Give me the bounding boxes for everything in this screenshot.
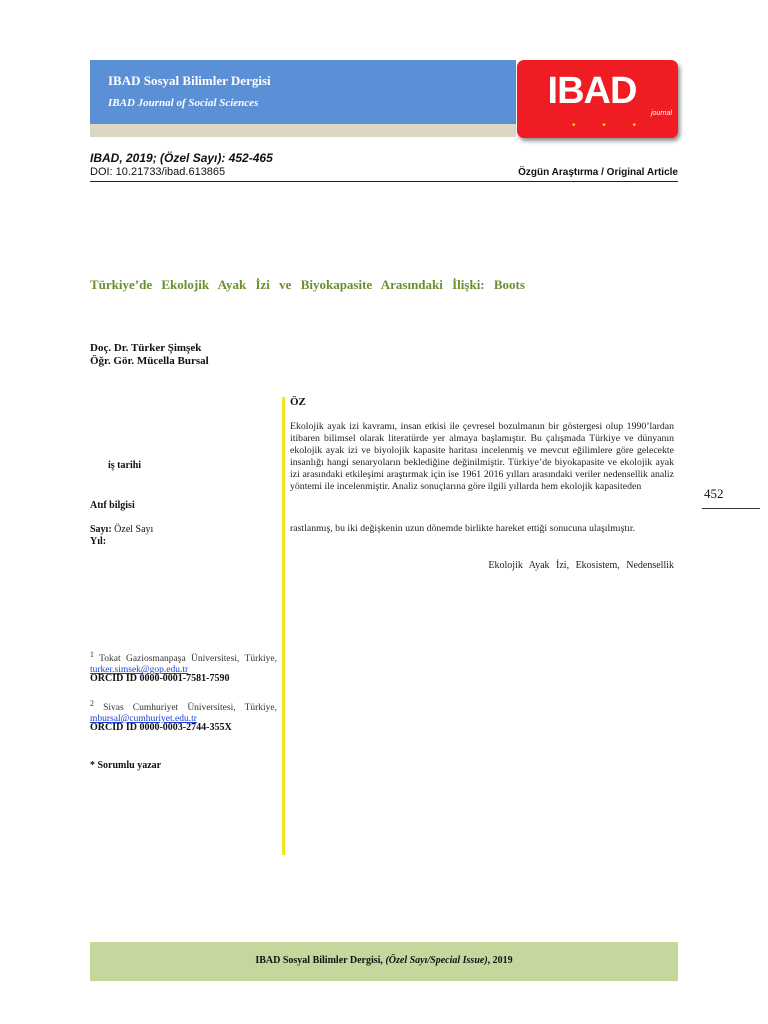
logo-text: IBAD — [547, 70, 637, 112]
header-band — [90, 60, 516, 124]
citation-info-label: Atıf bilgisi — [90, 500, 135, 511]
issue-line — [90, 524, 153, 535]
affiliation-2-number: 2 — [90, 699, 94, 708]
abstract-tail: rastlanmış, bu iki değişkenin uzun dönemde birlikte hareket ettiği sonucuna ulaşılmıştır. — [290, 523, 636, 534]
article-type: Özgün Araştırma / Original Article — [518, 167, 678, 178]
footer-issue: (Özel Sayı/Special Issue) — [385, 955, 488, 966]
author-2: Öğr. Gör. Mücella Bursal — [90, 355, 209, 367]
page-number: 452 — [704, 486, 724, 501]
journal-subtitle: IBAD Journal of Social Sciences — [108, 97, 259, 109]
citation-divider — [90, 181, 678, 182]
citation-reference: IBAD, 2019; (Özel Sayı): 452-465 — [90, 151, 273, 165]
orcid-2: ORCID ID 0000-0003-2744-355X — [90, 722, 232, 733]
issue-label: Sayı: — [90, 524, 112, 535]
affiliation-1-email-link[interactable]: turker.simsek@gop.edu.tr — [90, 665, 189, 676]
article-history-label: iş tarihi — [108, 460, 142, 471]
page-number-rule — [702, 508, 760, 509]
affiliation-1-number: 1 — [90, 650, 94, 659]
footer-year: , 2019 — [487, 955, 513, 966]
logo-dots: • • • — [572, 120, 649, 131]
year-label: Yıl: — [90, 536, 107, 547]
logo-sub: journal — [650, 110, 672, 117]
column-divider — [282, 397, 285, 855]
doi: DOI: 10.21733/ibad.613865 — [90, 166, 226, 178]
paper-title: Türkiye’de Ekolojik Ayak İzi ve Biyokapasite Arasındaki İlişki: Boots — [90, 277, 525, 292]
ibad-logo — [517, 60, 678, 138]
issue-value: Özel Sayı — [114, 524, 154, 535]
year-line — [90, 536, 106, 547]
affiliation-2-email-link[interactable]: mbursal@cumhuriyet.edu.tr — [90, 714, 197, 725]
affiliation-2-text: Sivas Cumhuriyet Üniversitesi, Türkiye, — [103, 703, 278, 714]
abstract-heading: ÖZ — [290, 396, 306, 408]
footer-band — [90, 942, 678, 981]
abstract-body: Ekolojik ayak izi kavramı, insan etkisi ile çevresel bozulmanın bir göstergesi olup 1990’lardan itibaren bilimsel olarak literatürde yer almaya başlamıştır. Bu çalışmada Türkiye ve dünyanın ekolojik ayak izi ve biyolojik kapasite haritası incelenmiş ve mevcut eğilimlere göre gelecekte insanlığı hangi senaryoların beklediğine değinilmiştir. Türkiye’de biyokapasite ve ekolojik ayak izi arasındaki etkileşimi araştırmak için ise 1961 2016 yılları arasındaki veriler nedensellik analiz yöntemi ile incelenmiştir. Analiz sonuçlarına göre ilgili yıllarda hem ekolojik kapasiteden — [290, 421, 674, 492]
footer-journal: IBAD Sosyal Bilimler Dergisi, — [255, 955, 383, 966]
header-strip — [90, 124, 516, 137]
journal-title: IBAD Sosyal Bilimler Dergisi — [108, 73, 271, 88]
footer-text — [90, 955, 678, 966]
author-1: Doç. Dr. Türker Şimşek — [90, 342, 202, 354]
affiliation-1-text: Tokat Gaziosmanpaşa Üniversitesi, Türkiye, — [99, 654, 277, 665]
orcid-1: ORCID ID 0000-0001-7581-7590 — [90, 673, 230, 684]
corresponding-author-note: * Sorumlu yazar — [90, 760, 162, 771]
keywords: Ekolojik Ayak İzi, Ekosistem, Nedensellik — [488, 560, 674, 571]
